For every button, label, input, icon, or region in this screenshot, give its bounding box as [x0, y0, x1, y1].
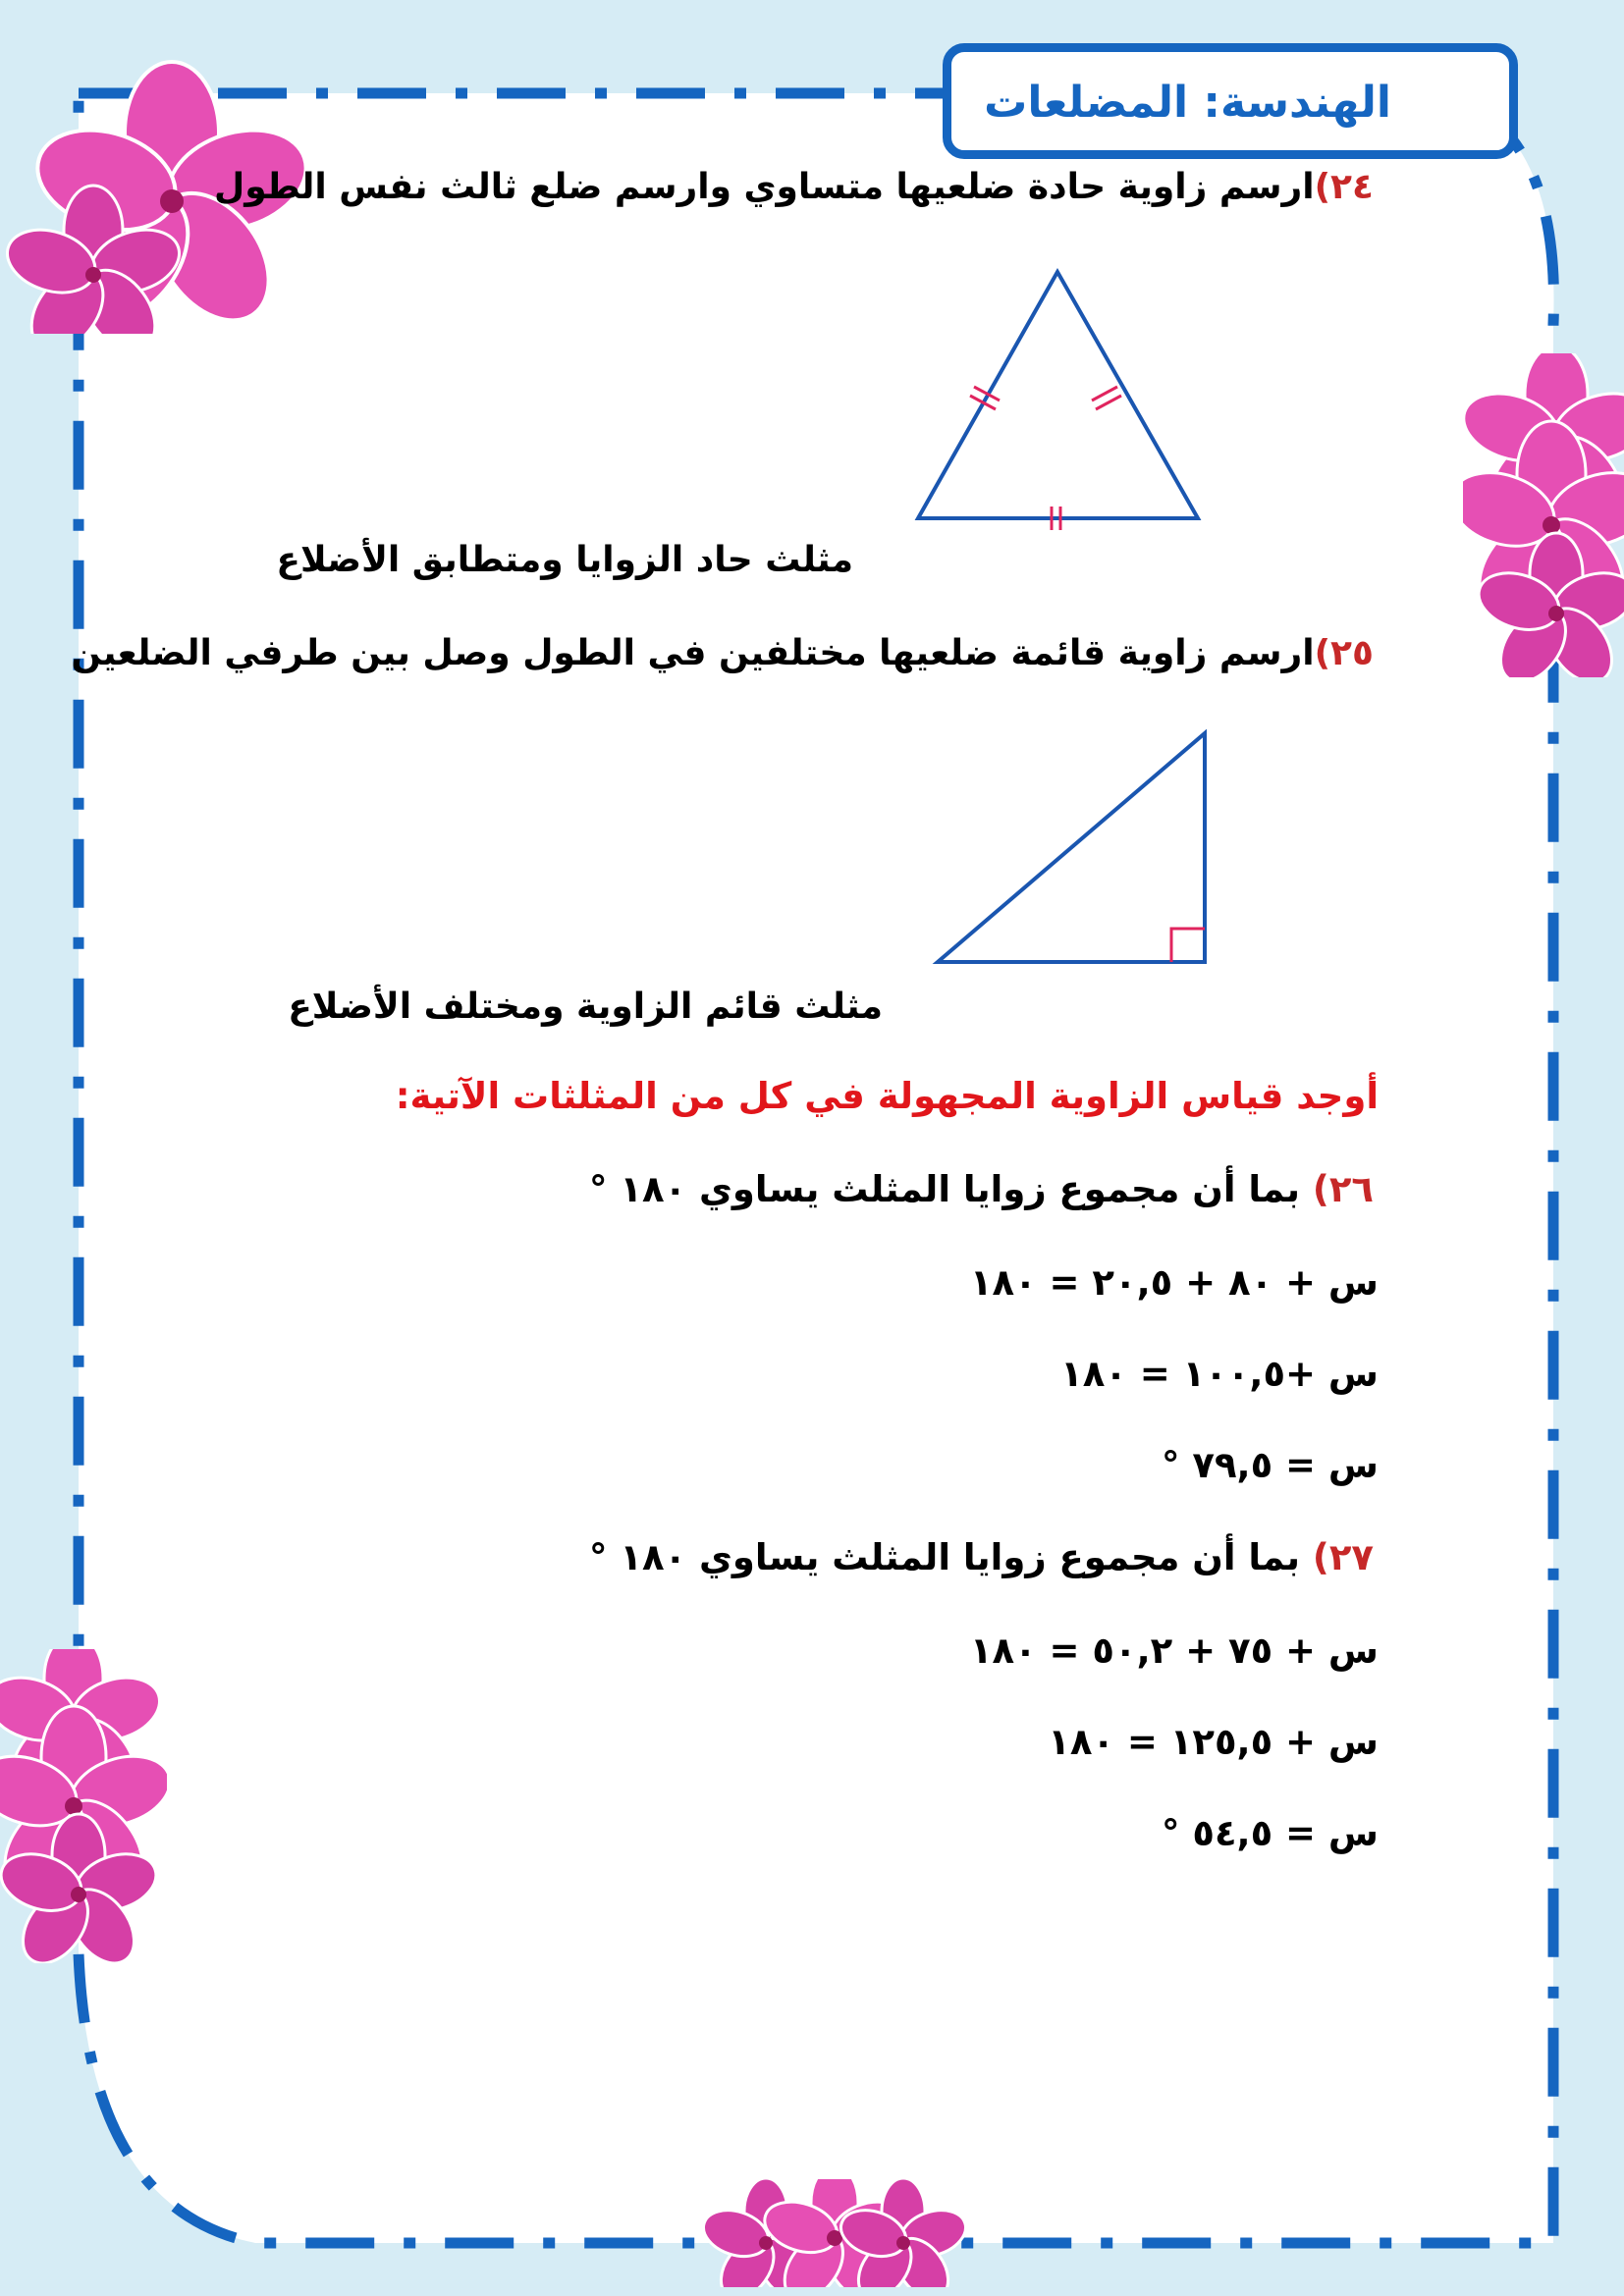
- q27-step-1: س + ٧٥ + ٥٠,٢ = ١٨٠: [969, 1629, 1379, 1672]
- page-title: الهندسة: المضلعات: [984, 78, 1391, 128]
- q27-step-3: س = ٥٤,٥ °: [1161, 1812, 1379, 1854]
- question-26: [589, 1168, 1374, 1210]
- instruction-text: أوجد قياس الزاوية المجهولة في كل من المثلثات الآتية:: [395, 1075, 1379, 1117]
- flower-cluster-left: [0, 1649, 167, 1963]
- right-angle-mark: [1171, 929, 1205, 962]
- question-25-number: ٢٥): [1314, 633, 1374, 673]
- question-27: [589, 1536, 1374, 1578]
- title-box: [943, 43, 1518, 159]
- q26-step-2: س +١٠٠,٥ = ١٨٠: [1060, 1353, 1379, 1395]
- question-24: [214, 167, 1374, 207]
- question-24-text: ارسم زاوية حادة ضلعيها متساوي وارسم ضلع ثالث نفس الطول: [213, 167, 1315, 207]
- question-27-number: ٢٧): [1312, 1536, 1374, 1578]
- equilateral-triangle-figure: [903, 265, 1218, 540]
- question-25-caption: مثلث قائم الزاوية ومختلف الأضلاع: [288, 987, 883, 1027]
- question-26-text: بما أن مجموع زوايا المثلث يساوي ١٨٠ °: [589, 1168, 1301, 1210]
- equal-side-marks: [970, 387, 1121, 530]
- flower-cluster-right: [1463, 353, 1624, 677]
- question-25: [71, 633, 1374, 673]
- right-triangle: [938, 733, 1205, 962]
- question-27-text: بما أن مجموع زوايا المثلث يساوي ١٨٠ °: [589, 1536, 1301, 1578]
- question-25-text: ارسم زاوية قائمة ضلعيها مختلفين في الطول وصل بين طرفي الضلعين: [71, 633, 1315, 673]
- equilateral-triangle: [918, 272, 1198, 518]
- question-26-number: ٢٦): [1312, 1168, 1374, 1210]
- right-triangle-figure: [928, 726, 1222, 972]
- q27-step-2: س + ١٢٥,٥ = ١٨٠: [1048, 1721, 1379, 1763]
- q26-step-3: س = ٧٩,٥ °: [1161, 1444, 1379, 1486]
- question-24-number: ٢٤): [1314, 167, 1374, 207]
- flower-cluster-bottom: [687, 2179, 982, 2287]
- q26-step-1: س + ٨٠ + ٢٠,٥ = ١٨٠: [969, 1261, 1379, 1304]
- question-24-caption: مثلث حاد الزوايا ومتطابق الأضلاع: [276, 540, 853, 580]
